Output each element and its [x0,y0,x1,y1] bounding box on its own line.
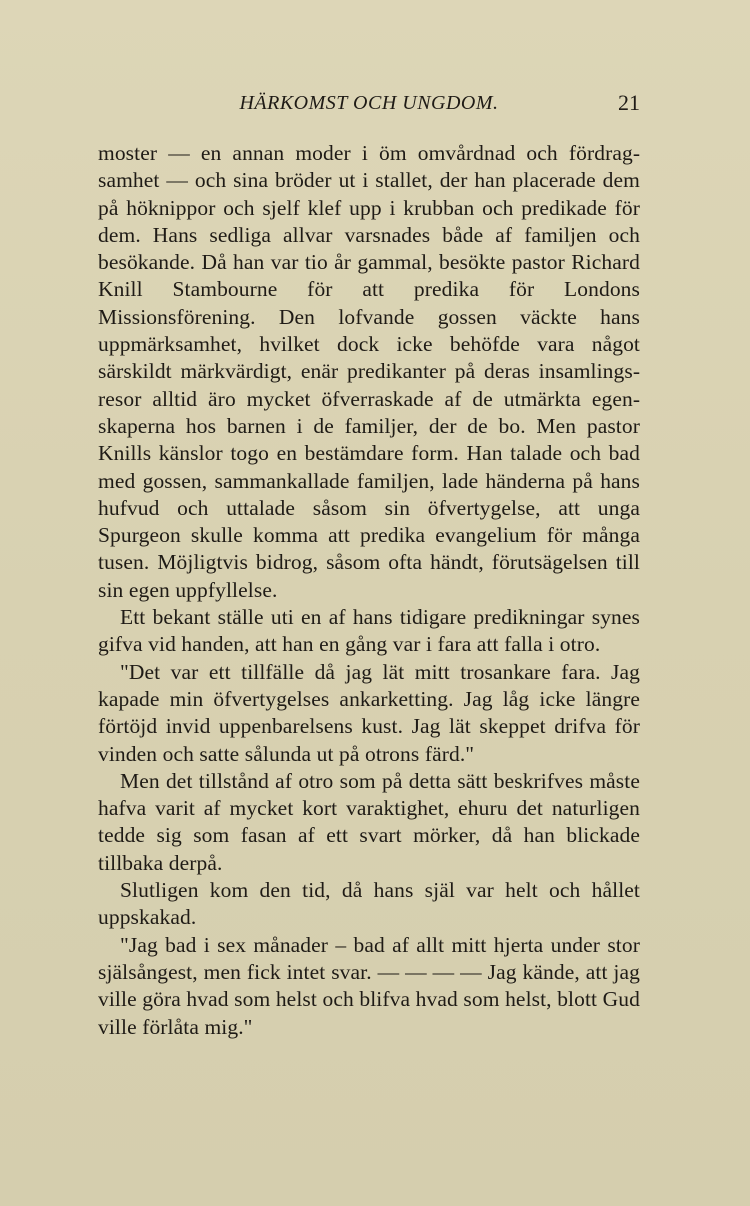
running-head: HÄRKOMST OCH UNGDOM. [239,92,499,114]
paragraph-3-quote: "Det var ett tillfälle då jag lät mitt trosankare fara. Jag kapade min öfvertygelses ankarketting. Jag låg icke längre förtöjd invid uppenbarelsens kust. Jag lät skeppet drifva för vinden och satte sålunda ut på otrons färd." [98,659,640,766]
paragraph-4: Men det tillstånd af otro som på detta sätt beskrifves måste hafva varit af mycket kort varaktighet, ehuru det naturligen tedde sig som fasan af ett svart mörker, då han blickade tillbaka derpå. [98,768,640,875]
page-number: 21 [618,90,640,115]
paragraph-5: Slutligen kom den tid, då hans själ var helt och hållet uppskakad. [98,878,640,930]
body-text [98,140,640,1041]
paragraph-6-quote: "Jag bad i sex månader – bad af allt mitt hjerta under stor själsångest, men fick intet svar. — — — — Jag kände, att jag ville göra hvad som helst och blifva hvad som helst, blott Gud ville förlåta mig." [98,932,640,1039]
page-header [98,92,640,122]
paragraph-1: moster — en annan moder i öm omvårdnad och fördragsamhet — och sina bröder ut i stallet, der han placerade dem på höknippor och sjelf klef upp i krubban och predikade för dem. Hans sedliga allvar varsnades både af familjen och besökande. Då han var tio år gammal, besökte pastor Richard Knill Stambourne för att predika för Londons Missionsförening. Den lofvande gossen väckte hans uppmärksamhet, hvilket dock icke behöfde vara något särskildt märkvärdigt, enär predikanter på deras insamlingsresor alltid äro mycket öfverraskade af de utmärkta egenskaperna hos barnen i de familjer, der de bo. Men pastor Knills känslor togo en bestämdare form. Han talade och bad med gossen, sammankallade familjen, lade händerna på hans hufvud och uttalade såsom sin öfvertygelse, att unga Spurgeon skulle komma att predika evangelium för många tusen. Möjligtvis bidrog, såsom ofta händt, förutsägelsen till sin egen uppfyllelse. [98,141,640,602]
paragraph-2: Ett bekant ställe uti en af hans tidigare predikningar synes gifva vid handen, att han en gång var i fara att falla i otro. [98,605,640,657]
